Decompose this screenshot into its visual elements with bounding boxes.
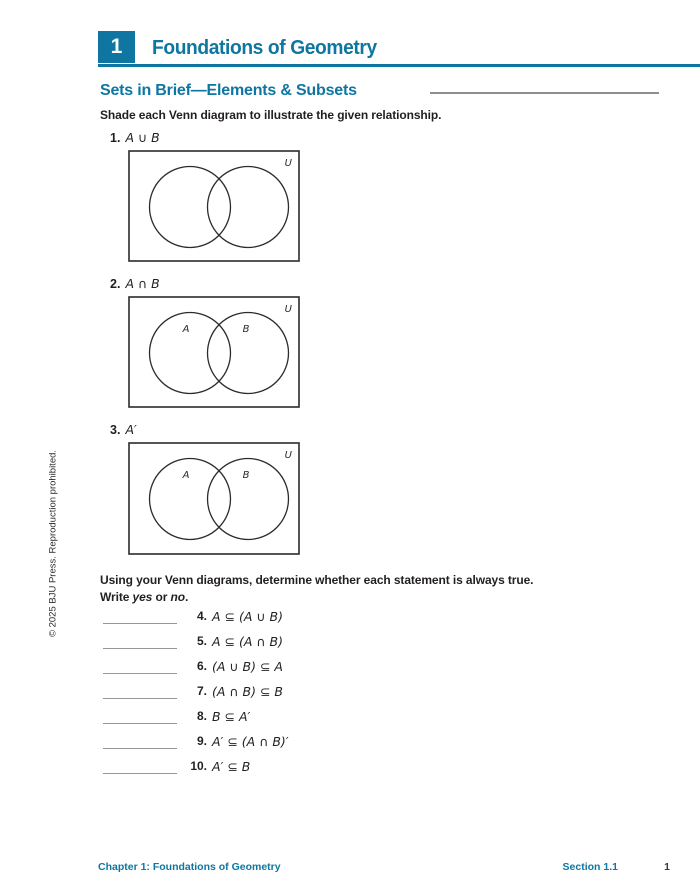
question-row-9 [103,732,289,749]
problem-1-expression: A ∪ B [125,130,160,145]
answer-blank-5[interactable] [103,633,177,649]
question-row-10 [103,757,250,774]
chapter-number: 1 [110,35,123,58]
venn-diagram-3[interactable] [128,442,300,555]
question-7-number: 7. [196,684,207,698]
answer-blank-7[interactable] [103,683,177,699]
question-row-8 [103,707,250,724]
question-8-number: 8. [196,709,207,723]
question-5-number: 5. [196,634,207,648]
universal-set-label: U [284,304,292,315]
question-10-expression: A′ ⊆ B [212,759,251,774]
question-row-5 [103,632,283,649]
question-6-expression: (A ∪ B) ⊆ A [212,659,283,674]
universal-set-label: U [284,158,292,169]
question-4-expression: A ⊆ (A ∪ B) [212,609,283,624]
circle-b-label: B [242,470,250,481]
question-7-expression: (A ∩ B) ⊆ B [212,684,283,699]
universal-set-box [129,443,299,554]
universal-set-box [129,151,299,261]
header-rule [98,64,700,67]
question-8-expression: B ⊆ A′ [212,709,251,724]
instruction-shade: Shade each Venn diagram to illustrate the given relationship. [100,108,442,122]
instruction-write-yes: yes [132,589,153,604]
answer-blank-10[interactable] [103,758,177,774]
question-10-number: 10. [190,759,207,773]
circle-b-label: B [242,324,250,335]
footer-chapter-title: Chapter 1: Foundations of Geometry [98,861,281,873]
instruction-write-prefix: Write [100,589,133,604]
answer-blank-9[interactable] [103,733,177,749]
instruction-write-period: . [185,589,189,604]
problem-3-expression: A′ [125,422,137,437]
problem-3-label [110,422,137,437]
question-4-number: 4. [196,609,207,623]
instruction-write-no: no [170,589,186,604]
question-6-number: 6. [196,659,207,673]
question-row-7 [103,682,283,699]
chapter-title: Foundations of Geometry [152,37,377,59]
instruction-write-or: or [152,589,171,604]
circle-a-label: A [182,470,190,481]
problem-2-number: 2. [110,277,121,291]
universal-set-box [129,297,299,407]
copyright-sidebar-text: © 2025 BJU Press. Reproduction prohibited. [47,449,59,638]
problem-2-expression: A ∩ B [125,276,160,291]
answer-blank-4[interactable] [103,608,177,624]
chapter-number-badge [98,31,135,63]
universal-set-label: U [284,450,292,461]
circle-b[interactable] [208,167,289,248]
instruction-determine [100,572,580,605]
question-row-4 [103,607,283,624]
venn-diagram-1[interactable] [128,150,300,262]
footer-page-number: 1 [664,861,670,873]
problem-1-label [110,130,160,145]
footer-section-number: Section 1.1 [562,861,618,873]
problem-2-label [110,276,160,291]
section-heading-rule [430,92,659,94]
question-5-expression: A ⊆ (A ∩ B) [212,634,283,649]
question-9-number: 9. [196,734,207,748]
instruction-determine-line1: Using your Venn diagrams, determine whether each statement is always true. [100,573,534,587]
circle-a-label: A [182,324,190,335]
problem-3-number: 3. [110,423,121,437]
question-9-expression: A′ ⊆ (A ∩ B)′ [212,734,289,749]
answer-blank-8[interactable] [103,708,177,724]
venn-diagram-2[interactable] [128,296,300,408]
answer-blank-6[interactable] [103,658,177,674]
section-heading: Sets in Brief—Elements & Subsets [100,82,357,99]
problem-1-number: 1. [110,131,121,145]
question-row-6 [103,657,283,674]
